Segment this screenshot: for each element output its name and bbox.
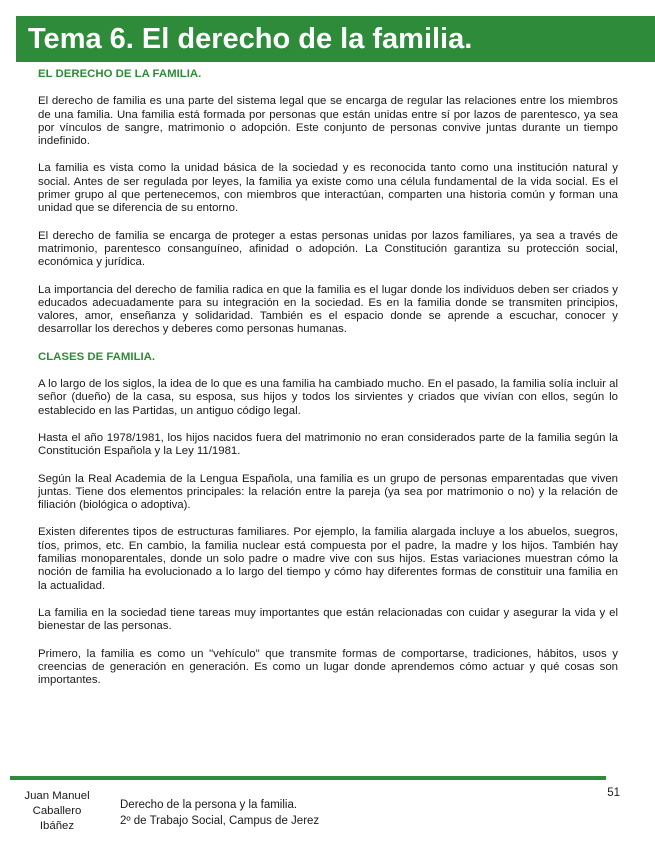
paragraph: Según la Real Academia de la Lengua Española, una familia es un grupo de personas emparentadas que viven juntas. Tiene dos elementos principales: la relación entre la pareja (ya sea por matrimonio o no) y la relación de filiación (biológica o adoptiva). xyxy=(38,472,618,512)
document-body xyxy=(38,68,618,701)
paragraph: Primero, la familia es como un "vehículo" que transmite formas de comportarse, tradiciones, hábitos, usos y creencias de generación en generación. Es como un lugar donde aprendemos cómo actuar y qué cosas son importantes. xyxy=(38,647,618,687)
author-name xyxy=(18,789,96,841)
paragraph: La familia en la sociedad tiene tareas muy importantes que están relacionadas con cuidar y asegurar la vida y el bienestar de las personas. xyxy=(38,606,618,633)
course-info xyxy=(120,797,319,829)
course-title: Derecho de la persona y la familia. xyxy=(120,799,298,811)
course-details: 2º de Trabajo Social, Campus de Jerez xyxy=(120,815,320,827)
footer-divider xyxy=(10,776,606,780)
paragraph: El derecho de familia se encarga de proteger a estas personas unidas por lazos familiares, ya sea a través de matrimonio, parentesco consanguíneo, afinidad o adopción. La Constitución garantiza su protección social, económica y jurídica. xyxy=(38,229,618,269)
paragraph: La familia es vista como la unidad básica de la sociedad y es reconocida tanto como una institución natural y social. Antes de ser regulada por leyes, la familia ya existe como una célula fundamental de la vida social. Es el primer grupo al que pertenecemos, con miembros que interactúan, comparten una historia común y forman una unidad que se diferencia de su entorno. xyxy=(38,162,618,215)
paragraph: Existen diferentes tipos de estructuras familiares. Por ejemplo, la familia alargada incluye a los abuelos, suegros, tíos, primos, etc. En cambio, la familia nuclear está compuesta por el padre, la madre y los hijos. También hay familias monoparentales, donde un solo padre o madre vive con sus hijos. Estas variaciones muestran cómo la noción de familia ha evolucionado a lo largo del tiempo y cómo hay diferentes formas de constituir una familia en la actualidad. xyxy=(38,526,618,592)
section-heading: CLASES DE FAMILIA. xyxy=(38,350,156,363)
author-line: Caballero xyxy=(32,805,82,817)
paragraph: A lo largo de los siglos, la idea de lo que es una familia ha cambiado mucho. En el pasado, la familia solía incluir al señor (dueño) de la casa, su esposa, sus hijos y todos los sirvientes y criados que vivían con ellos, según lo establecido en las Partidas, un antiguo código legal. xyxy=(38,378,618,417)
title-banner xyxy=(16,16,655,62)
section-heading: EL DERECHO DE LA FAMILIA. xyxy=(38,68,202,80)
author-line: Juan Manuel xyxy=(24,790,90,802)
paragraph: La importancia del derecho de familia radica en que la familia es el lugar donde los individuos deben ser criados y educados adecuadamente para su integración en la sociedad. Es en la familia donde se transmiten principios, valores, amor, enseñanza y solidaridad. También es el espacio donde se aprende a escuchar, conocer y desarrollar los derechos y deberes como personas humanas. xyxy=(38,283,618,336)
paragraph: Hasta el año 1978/1981, los hijos nacidos fuera del matrimonio no eran considerados parte de la familia según la Constitución Española y la Ley 11/1981. xyxy=(38,431,618,458)
page-number: 51 xyxy=(607,787,620,799)
author-line: Ibáñez xyxy=(39,820,75,832)
page-title: Tema 6. El derecho de la familia. xyxy=(28,23,473,55)
paragraph: El derecho de familia es una parte del sistema legal que se encarga de regular las relaciones entre los miembros de una familia. Una familia está formada por personas que están unidas entre sí por lazos de parentesco, ya sea por vínculos de sangre, matrimonio o adopción. Este conjunto de personas convive juntas durante un tiempo indefinido. xyxy=(38,95,618,148)
